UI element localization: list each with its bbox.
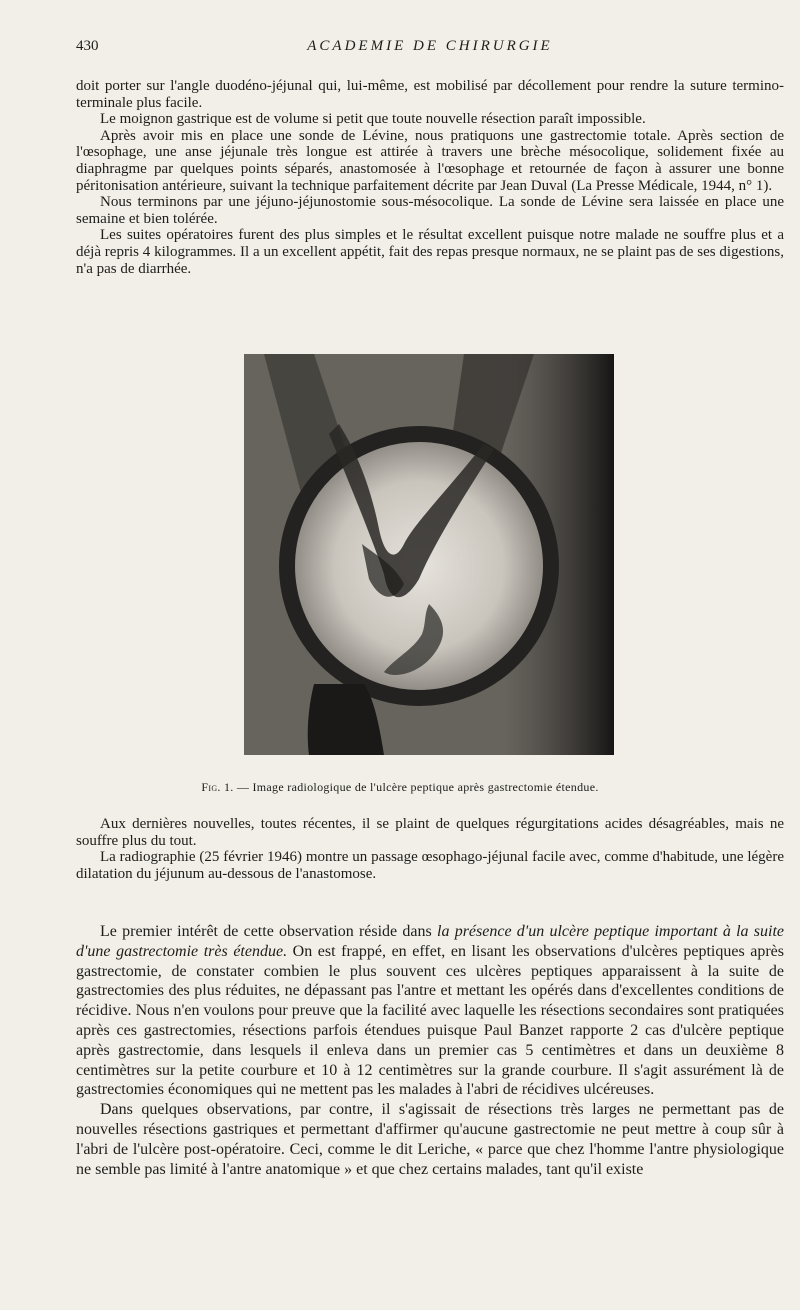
paragraph bbox=[76, 922, 784, 1100]
paragraph: Le moignon gastrique est de volume si petit que toute nouvelle résection paraît impossible. bbox=[100, 111, 646, 128]
page-header bbox=[76, 38, 784, 60]
figure-label: Fig. 1. bbox=[201, 780, 234, 794]
paragraph: Après avoir mis en place une sonde de Lévine, nous pratiquons une gastrectomie totale. Après section de l'œsophage, une anse jéjunale très longue est attirée à travers une brèche mésocolique, solidement fixée au diaphragme par quelques points séparés, anastomosée à l'œsophage et retournée de façon à assurer une bonne péritonisation antérieure, suivant la technique parfaitement décrite par Jean Duval (La Presse Médicale, 1944, n° 1). bbox=[76, 127, 784, 194]
body-text-bottom bbox=[76, 922, 784, 1179]
figure-caption bbox=[60, 780, 740, 795]
running-head: ACADEMIE DE CHIRURGIE bbox=[307, 38, 553, 54]
radiograph-figure bbox=[244, 354, 614, 755]
paragraph: Les suites opératoires furent des plus simples et le résultat excellent puisque notre malade ne souffre plus et a déjà repris 4 kilogrammes. Il a un excellent appétit, fait des repas presque normaux, ne se plaint pas de ses digestions, n'a pas de diarrhée. bbox=[76, 227, 784, 277]
paragraph: doit porter sur l'angle duodéno-jéjunal qui, lui-même, est mobilisé par décollement pour rendre la suture termino-terminale plus facile. bbox=[76, 78, 784, 111]
paragraph: Nous terminons par une jéjuno-jéjunostomie sous-mésocolique. La sonde de Lévine sera laissée en place une semaine et bien tolérée. bbox=[76, 194, 784, 227]
figure-caption-text: — Image radiologique de l'ulcère peptique après gastrectomie étendue. bbox=[233, 780, 599, 794]
paragraph: Aux dernières nouvelles, toutes récentes, il se plaint de quelques régurgitations acides désagréables, mais ne souffre plus du tout. bbox=[76, 816, 784, 849]
page-number: 430 bbox=[76, 38, 99, 54]
paragraph: Dans quelques observations, par contre, il s'agissait de résections très larges ne permettant pas de nouvelles résections gastriques et permettant d'affirmer qu'aucune gastrectomie ne peut mettre à coup sûr à l'abri de l'ulcère post-opératoire. Ceci, comme le dit Leriche, « parce que chez l'homme l'antre physiologique ne semble pas limité à l'antre anatomique » et que chez certains malades, tant qu'il existe bbox=[76, 1101, 784, 1178]
paragraph-continuation: On est frappé, en effet, en lisant les observations d'ulcères peptiques après gastrectomie, de constater combien le plus souvent ces ulcères peptiques apparaissent à la suite de gastrectomies des plus réduites, ne dépassant pas l'antre et mettant les opérés dans d'excellentes conditions de récidive. Nous n'en voulons pour preuve que la facilité avec laquelle les résections secondaires sont pratiquées après ces gastrectomies, résections parfois étendues puisque Paul Banzet rapporte 2 cas d'ulcère peptique après gastrectomie, dans lesquels il enleva dans un premier cas 5 centimètres et dans un deuxième 8 centimètres sur la petite courbure et 10 à 12 centimètres sur la grande courbure. Il s'agit assurément là de gastrectomies économiques qui ne mettent pas les malades à l'abri de récidives ulcéreuses. bbox=[76, 942, 785, 1099]
paragraph: La radiographie (25 février 1946) montre un passage œsophago-jéjunal facile avec, comme d'habitude, une légère dilatation du jéjunum au-dessous de l'anastomose. bbox=[76, 849, 784, 882]
radiograph-image bbox=[244, 354, 614, 755]
body-text-top bbox=[76, 78, 784, 277]
body-text-middle bbox=[76, 816, 784, 882]
emphasized-phrase: la présence d'un ulcère peptique important à la suite d'une gastrectomie très étendue. bbox=[76, 923, 785, 960]
paragraph-start: Le premier intérêt de cette observation réside dans bbox=[100, 923, 437, 940]
